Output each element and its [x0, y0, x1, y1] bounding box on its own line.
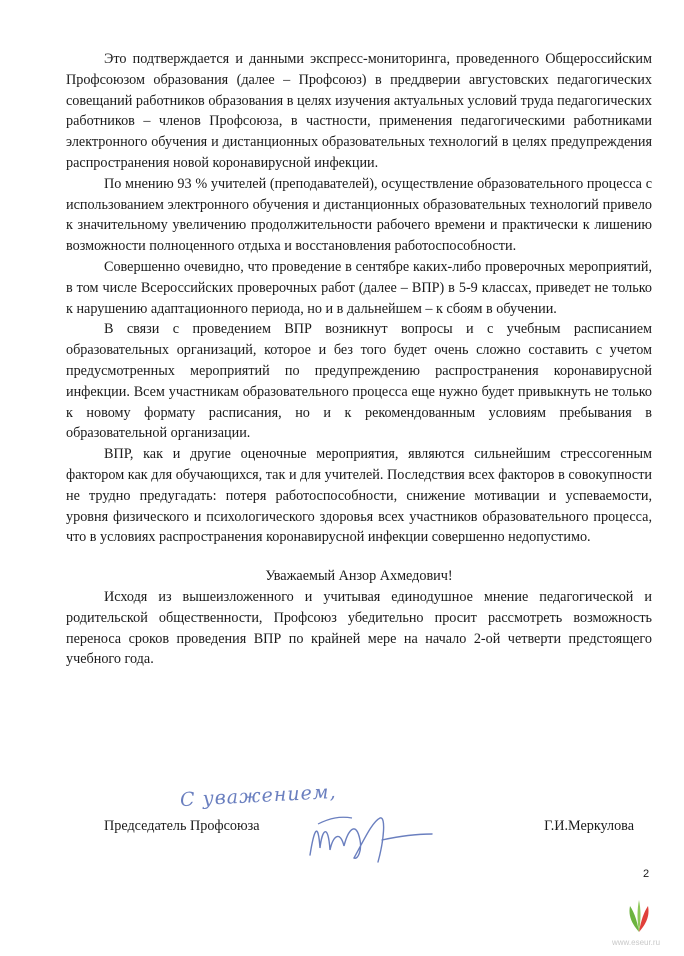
paragraph-request: Исходя из вышеизложенного и учитывая единодушное мнение педагогической и родительской общественности, Профсоюз убедительно просит рассмотреть возможность переноса сроков проведения ВПР по крайней мере на начало 2-ой четверти предстоящего учебного года. — [66, 588, 652, 668]
salutation: Уважаемый Анзор Ахмедович! — [265, 568, 453, 585]
signer-title: Председатель Профсоюза — [104, 818, 260, 834]
paragraph-monitoring: Это подтверждается и данными экспресс-мониторинга, проведенного Общероссийским Профсоюзом образования (далее – Профсоюз) в преддверии августовских педагогических совещаний работников образования в целях изучения актуальных условий труда педагогических работников – членов Профсоюза, в частности, применения педагогическими работниками электронного обучения и дистанционных образовательных технологий в целях предупреждения распространения новой коронавирусной инфекции. — [66, 51, 652, 171]
paragraph-september-tests: Совершенно очевидно, что проведение в сентябре каких-либо проверочных мероприятий, в том числе Всероссийских проверочных работ (далее – ВПР) в 5-9 классах, приведет не только к нарушению адаптационного периода, но и в дальнейшем – к сбоям в обучении. — [66, 258, 652, 317]
page-number: 2 — [643, 868, 650, 880]
handwritten-signature — [300, 800, 440, 870]
handwritten-note: С уважением, — [179, 780, 338, 812]
paragraph-schedule: В связи с проведением ВПР возникнут вопросы и с учебным расписанием образовательных организаций, которое и без того будет очень сложно составить с учетом предусмотренных мероприятий по предупреждению распространения коронавирусной инфекции. Всем участникам образовательного процесса еще нужно будет привыкнуть не только к новому формату расписания, но и к рекомендованным условиям пребывания в образовательной организации. — [66, 321, 652, 442]
watermark-url: www.eseur.ru — [612, 938, 661, 947]
paragraph-teachers-opinion: По мнению 93 % учителей (преподавателей), осуществление образовательного процесса с использованием электронного обучения и дистанционных образовательных технологий привело к значительному увеличению продолжительности рабочего времени и практически к лишению возможности полноценного отдыха и восстановления работоспособности. — [66, 175, 652, 255]
letter-body — [66, 49, 652, 670]
paragraph-stress-factor: ВПР, как и другие оценочные мероприятия, являются сильнейшим стрессогенным фактором как для обучающихся, так и для учителей. Последствия всех факторов в совокупности не трудно предугадать: потеря работоспособности, снижение мотивации и успеваемости, уровня физического и психологического здоровья всех участников образовательного процесса, что в условиях распространения коронавирусной инфекции совершенно недопустимо. — [66, 446, 652, 546]
signer-name: Г.И.Меркулова — [544, 818, 634, 834]
union-logo-icon — [622, 898, 656, 936]
